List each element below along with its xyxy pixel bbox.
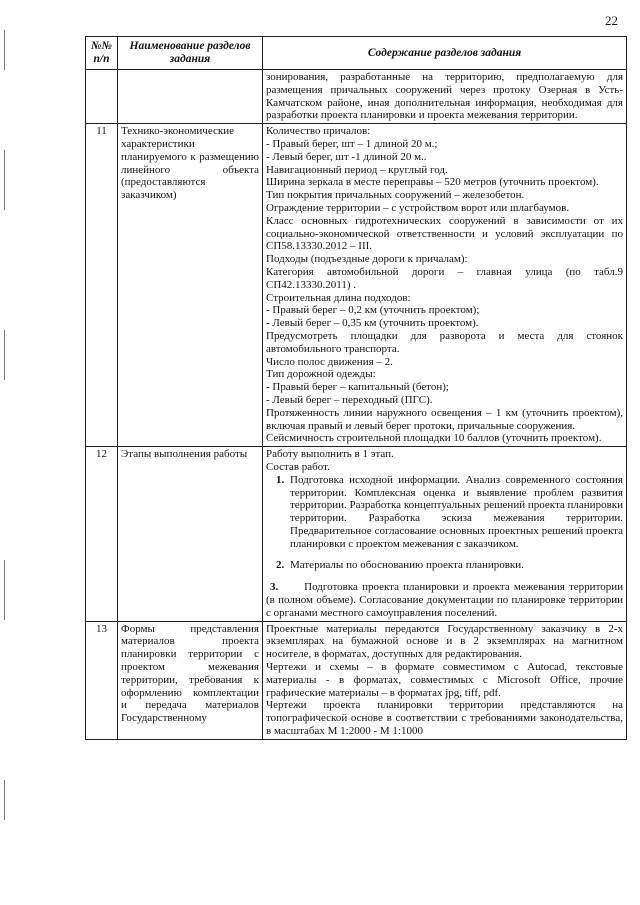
header-number: №№ п/п: [86, 37, 118, 70]
table-header-row: [86, 37, 627, 70]
list-item: [276, 559, 623, 572]
content-line: Тип покрытия причальных сооружений – железобетон.: [266, 189, 525, 202]
content-line: Проектные материалы передаются Государственному заказчику в 2-х экземплярах на бумажной основе и в 2 экземплярах на магнитном носителе, в форматах, доступных для редактирования.: [266, 622, 623, 661]
list-item: [266, 581, 623, 619]
section-name: Формы представления материалов проекта планировки территории с проектом межевания территории, требования к оформлению комплектации и передача материалов Государственному: [118, 621, 263, 739]
table-row-11: [86, 124, 627, 447]
content-line: Чертежи и схемы – в формате совместимом с Autocad, текстовые материалы - в форматах, совместимых с Microsoft Office, прочие графические материалы – в форматах jpg, tiff, pdf.: [266, 661, 623, 699]
list-item-text: Материалы по обоснованию проекта планировки.: [290, 559, 524, 572]
content-line: Протяженность линии наружного освещения – 1 км (уточнить проектом), включая правый и левый берег протоки, причальные сооружения.: [266, 406, 623, 432]
list-item-index: 1.: [276, 473, 285, 486]
content-line: - Левый берег – переходный (ПГС).: [266, 393, 433, 406]
content-line: Ограждение территории – с устройством ворот или шлагбаумов.: [266, 201, 570, 214]
content-line: Класс основных гидротехнических сооружений в зависимости от их социально-экономической ответственности и условий эксплуатации по СП58.13330.2012 – III.: [266, 214, 623, 253]
continuation-text: зонирования, разработанные на территорию, предполагаемую для размещения причальных сооружений через протоку Озерная в Усть-Камчатском районе, иная дополнительная информация, необходимая для разработки проекта планировки и проекта межевания территории.: [263, 70, 627, 124]
work-stage-list: [266, 474, 623, 582]
content-line: Количество причалов:: [266, 125, 371, 138]
page-number: 22: [605, 13, 618, 28]
content-line: Работу выполнить в 1 этап.: [266, 448, 394, 461]
list-item-index: 2.: [276, 559, 285, 572]
row-number: 13: [86, 621, 118, 739]
content-line: Состав работ.: [266, 460, 330, 473]
section-name: Технико-экономические характеристики планируемого к размещению линейного объекта (предоставляются заказчиком): [118, 124, 263, 447]
content-line: - Правый берег – капитальный (бетон);: [266, 381, 449, 394]
content-line: Категория автомобильной дороги – главная улица (по табл.9 СП42.13330.2011) .: [266, 265, 623, 291]
content-line: Ширина зеркала в месте переправы – 520 метров (уточнить проектом).: [266, 176, 599, 189]
cell-empty-number: [86, 70, 118, 124]
content-line: Чертежи проекта планировки территории представляются на топографической основе в соответствии с требованиями законодательства, в масштабах М 1:2000 - М 1:1000: [266, 699, 623, 738]
table-row-continuation: [86, 70, 627, 124]
content-line: Навигационный период – круглый год.: [266, 163, 448, 176]
section-content: [263, 124, 627, 447]
header-section-content: Содержание разделов задания: [263, 37, 627, 70]
content-line: - Правый берег – 0,2 км (уточнить проектом);: [266, 304, 480, 317]
section-content: [263, 621, 627, 739]
table-row-12: [86, 447, 627, 622]
list-item: [276, 474, 623, 551]
header-section-name: Наименование разделов задания: [118, 37, 263, 70]
cell-empty-section: [118, 70, 263, 124]
content-line: Предусмотреть площадки для разворота и места для стоянок автомобильного транспорта.: [266, 329, 623, 355]
content-line: Подходы (подъездные дороги к причалам):: [266, 253, 468, 266]
list-item-text: Подготовка проекта планировки и проекта межевания территории (в полном объеме). Согласование документации по планировке территории с органами местного самоуправления поселений.: [266, 581, 624, 619]
content-line: - Левый берег, шт -1 длиной 20 м..: [266, 150, 427, 163]
list-item-index: 3.: [270, 581, 279, 594]
content-line: Число полос движения – 2.: [266, 355, 393, 368]
content-line: Строительная длина подходов:: [266, 291, 411, 304]
row-number: 11: [86, 124, 118, 447]
content-line: Тип дорожной одежды:: [266, 368, 376, 381]
content-line: Сейсмичность строительной площадки 10 баллов (уточнить проектом).: [266, 432, 602, 445]
binder-marks: [2, 0, 10, 905]
content-line: - Левый берег – 0,35 км (уточнить проектом).: [266, 317, 479, 330]
content-line: - Правый берег, шт – 1 длиной 20 м.;: [266, 137, 438, 150]
section-name: Этапы выполнения работы: [118, 447, 263, 622]
section-content: [263, 447, 627, 622]
table-row-13: [86, 621, 627, 739]
row-number: 12: [86, 447, 118, 622]
specification-table: [85, 36, 627, 740]
list-item-text: Подготовка исходной информации. Анализ современного состояния территории. Комплексная оценка и выявление проблем развития территории. Разработка концептуальных решений проекта планировки территории. Разработка эскиза межевания территории. Предварительное согласование основных проектных решений проекта планировки с проектом межевания с заказчиком.: [290, 473, 623, 550]
